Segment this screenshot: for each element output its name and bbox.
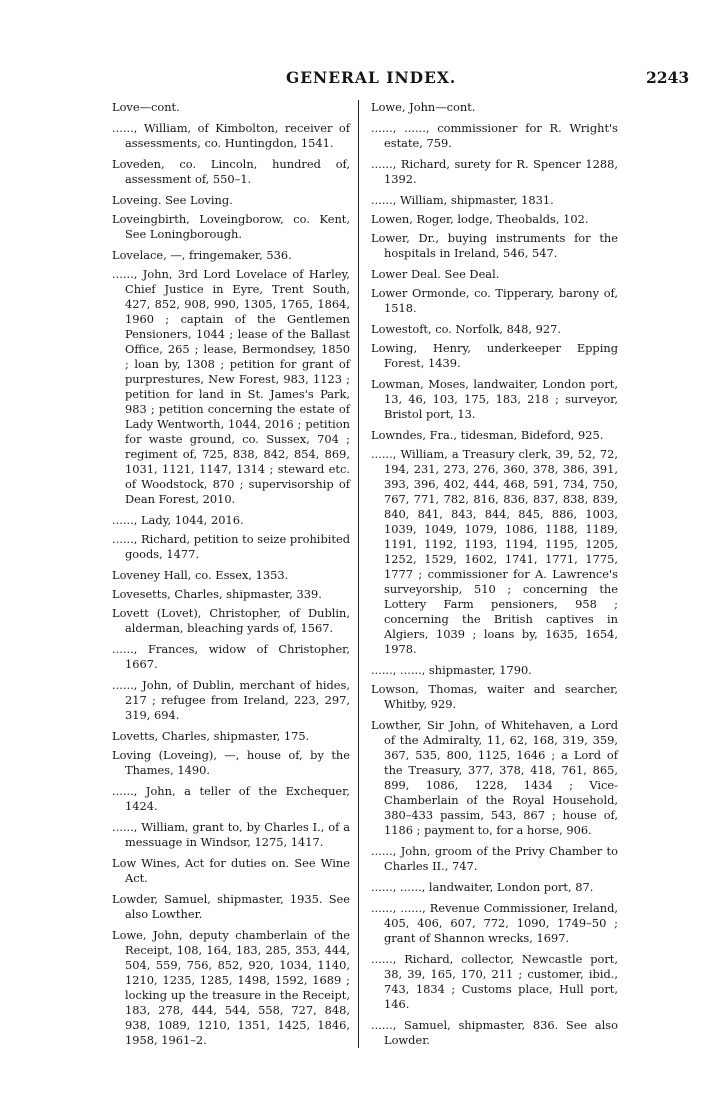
index-entry: ......, John, groom of the Privy Chamber to Charles II., 747. <box>371 844 618 873</box>
index-entry: Lovett (Lovet), Christopher, of Dublin, alderman, bleaching yards of, 1567. <box>112 606 350 635</box>
index-entry: ......, William, grant to, by Charles I., of a messuage in Windsor, 1275, 1417. <box>112 820 350 849</box>
column-divider <box>358 100 359 1048</box>
index-entry: Lowson, Thomas, waiter and searcher, Whitby, 929. <box>371 682 618 711</box>
index-entry: Lowndes, Fra., tidesman, Bideford, 925. <box>371 428 604 442</box>
page-number: 2243 <box>646 68 690 87</box>
index-entry: Loveingbirth, Loveingborow, co. Kent, See Loningborough. <box>112 212 350 241</box>
index-entry: ......, ......, Revenue Commissioner, Ireland, 405, 406, 607, 772, 1090, 1749–50 ; grant of Shannon wrecks, 1697. <box>371 901 618 945</box>
index-entry: Lower, Dr., buying instruments for the hospitals in Ireland, 546, 547. <box>371 231 618 260</box>
index-entry: ......, John, a teller of the Exchequer, 1424. <box>112 784 350 813</box>
index-entry: ......, ......, landwaiter, London port, 87. <box>371 880 594 894</box>
index-entry: Lowe, John—cont. <box>371 100 476 114</box>
index-entry: ......, John, of Dublin, merchant of hides, 217 ; refugee from Ireland, 223, 297, 319, 694. <box>112 678 350 722</box>
index-entry: Lowe, John, deputy chamberlain of the Receipt, 108, 164, 183, 285, 353, 444, 504, 559, 756, 852, 920, 1034, 1140, 1210, 1235, 1285, 1498, 1592, 1689 ; locking up the treasure in the Receipt, 183, 278, 444, 544, 558, 727, 848, 938, 1089, 1210, 1351, 1425, 1846, 1958, 1961–2. <box>112 928 350 1047</box>
index-entry: Loveney Hall, co. Essex, 1353. <box>112 568 289 582</box>
running-title: GENERAL INDEX. <box>286 68 457 87</box>
index-entry: ......, ......, shipmaster, 1790. <box>371 663 532 677</box>
index-entry: ......, ......, commissioner for R. Wright's estate, 759. <box>371 121 618 150</box>
index-entry: ......, Richard, petition to seize prohibited goods, 1477. <box>112 532 350 561</box>
index-entry: Lowder, Samuel, shipmaster, 1935. See also Lowther. <box>112 892 350 921</box>
index-entry: Loveing. See Loving. <box>112 193 233 207</box>
index-entry: ......, Samuel, shipmaster, 836. See also Lowder. <box>371 1018 618 1047</box>
index-entry: Lower Ormonde, co. Tipperary, barony of, 1518. <box>371 286 618 315</box>
index-entry: Lower Deal. See Deal. <box>371 267 500 281</box>
index-entry: Love—cont. <box>112 100 180 114</box>
index-entry: ......, Richard, collector, Newcastle port, 38, 39, 165, 170, 211 ; customer, ibid., 743, 1834 ; Customs place, Hull port, 146. <box>371 952 618 1011</box>
index-entry: Loveden, co. Lincoln, hundred of, assessment of, 550–1. <box>112 157 350 186</box>
index-entry: Loving (Loveing), —, house of, by the Thames, 1490. <box>112 748 350 777</box>
index-entry: ......, Lady, 1044, 2016. <box>112 513 244 527</box>
index-entry: Lowing, Henry, underkeeper Epping Forest, 1439. <box>371 341 618 370</box>
index-entry: ......, John, 3rd Lord Lovelace of Harley, Chief Justice in Eyre, Trent South, 427, 852, 908, 990, 1305, 1765, 1864, 1960 ; captain of the Gentlemen Pensioners, 1044 ; lease of the Ballast Office, 265 ; lease, Bermondsey, 1850 ; loan by, 1308 ; petition for grant of purprestures, New Forest, 983, 1123 ; petition for land in St. James's Park, 983 ; petition concerning the estate of Lady Wentworth, 1044, 2016 ; petition for waste ground, co. Sussex, 704 ; regiment of, 725, 838, 842, 854, 869, 1031, 1121, 1147, 1314 ; steward etc. of Woodstock, 870 ; supervisorship of Dean Forest, 2010. <box>112 267 350 506</box>
index-entry: ......, Frances, widow of Christopher, 1667. <box>112 642 350 671</box>
index-entry: ......, Richard, surety for R. Spencer 1288, 1392. <box>371 157 618 186</box>
index-entry: Lowther, Sir John, of Whitehaven, a Lord of the Admiralty, 11, 62, 168, 319, 359, 367, 535, 800, 1125, 1646 ; a Lord of the Treasury, 377, 378, 418, 761, 865, 899, 1086, 1228, 1434 ; Vice-Chamberlain of the Royal Household, 380–433 passim, 543, 867 ; house of, 1186 ; payment to, for a horse, 906. <box>371 718 618 837</box>
right-column <box>371 100 618 1054</box>
index-entry: ......, William, a Treasury clerk, 39, 52, 72, 194, 231, 273, 276, 360, 378, 386, 391, 393, 396, 402, 444, 468, 591, 734, 750, 767, 771, 782, 816, 836, 837, 838, 839, 840, 841, 843, 844, 845, 886, 1003, 1039, 1049, 1079, 1086, 1188, 1189, 1191, 1192, 1193, 1194, 1195, 1205, 1252, 1529, 1602, 1741, 1771, 1775, 1777 ; commissioner for A. Lawrence's surveyorship, 510 ; concerning the Lottery Farm pensioners, 958 ; concerning the British captives in Algiers, 1039 ; loans by, 1635, 1654, 1978. <box>371 447 618 656</box>
index-entry: Low Wines, Act for duties on. See Wine Act. <box>112 856 350 885</box>
index-entry: Lowestoft, co. Norfolk, 848, 927. <box>371 322 561 336</box>
index-entry: Lowen, Roger, lodge, Theobalds, 102. <box>371 212 589 226</box>
left-column <box>112 100 350 1054</box>
index-entry: ......, William, of Kimbolton, receiver of assessments, co. Huntingdon, 1541. <box>112 121 350 150</box>
index-entry: Lovetts, Charles, shipmaster, 175. <box>112 729 310 743</box>
index-entry: ......, William, shipmaster, 1831. <box>371 193 554 207</box>
index-entry: Lovelace, —, fringemaker, 536. <box>112 248 292 262</box>
index-entry: Lowman, Moses, landwaiter, London port, 13, 46, 103, 175, 183, 218 ; surveyor, Bristol port, 13. <box>371 377 618 421</box>
index-entry: Lovesetts, Charles, shipmaster, 339. <box>112 587 322 601</box>
